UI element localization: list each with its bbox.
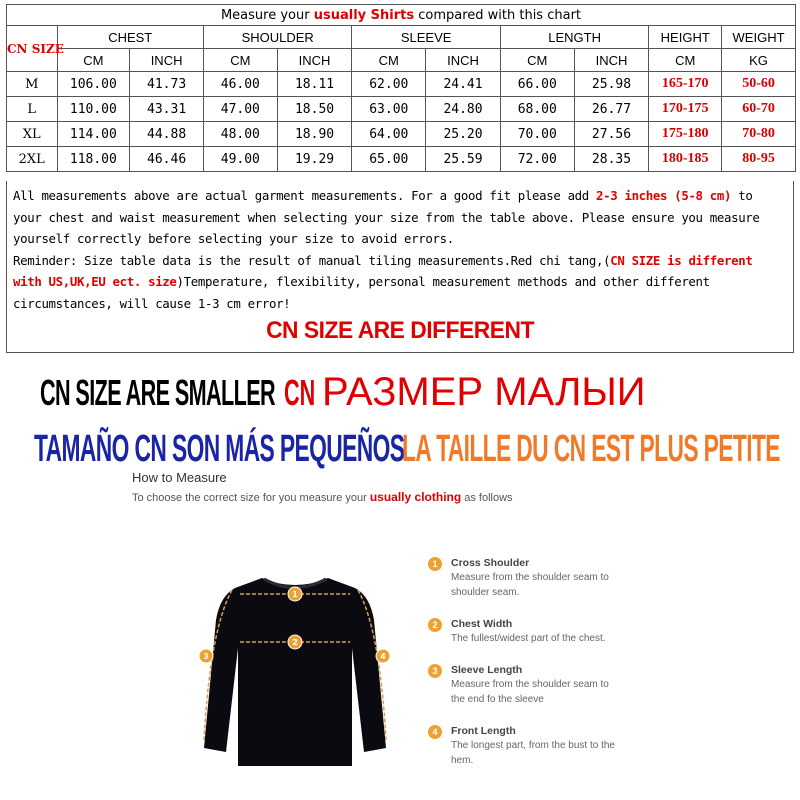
step-title: Sleeve Length [451, 664, 523, 676]
value-cell: 65.00 [352, 147, 426, 172]
size-cell: L [7, 97, 58, 122]
badge-label: 3 [203, 652, 209, 661]
height-cell: 170-175 [649, 97, 722, 122]
value-cell: 18.90 [277, 122, 352, 147]
step-front-length [428, 724, 648, 768]
value-cell: 70.00 [500, 122, 574, 147]
value-cell: 26.77 [574, 97, 649, 122]
height-header: HEIGHT [649, 26, 722, 49]
weight-cell: 80-95 [722, 147, 796, 172]
weight-cell: 50-60 [722, 72, 796, 97]
size-chart-table [6, 4, 796, 172]
unit-cell: INCH [574, 49, 649, 72]
number-badge-icon: 2 [428, 618, 442, 632]
value-cell: 63.00 [352, 97, 426, 122]
value-cell: 72.00 [500, 147, 574, 172]
unit-cell: CM [352, 49, 426, 72]
unit-cell: INCH [277, 49, 352, 72]
unit-cell: CM [500, 49, 574, 72]
step-description: The fullest/widest part of the chest. [451, 633, 606, 644]
value-cell: 28.35 [574, 147, 649, 172]
table-row [7, 72, 796, 97]
value-cell: 68.00 [500, 97, 574, 122]
value-cell: 46.46 [130, 147, 204, 172]
slogan-russian: РАЗМЕР МАЛЫИ [322, 370, 646, 414]
weight-header: WEIGHT [722, 26, 796, 49]
step-description: The longest part, from the bust to the hem. [451, 740, 615, 766]
unit-cell: KG [722, 49, 796, 72]
height-cell: 180-185 [649, 147, 722, 172]
value-cell: 41.73 [130, 72, 204, 97]
value-cell: 43.31 [130, 97, 204, 122]
value-cell: 66.00 [500, 72, 574, 97]
value-cell: 27.56 [574, 122, 649, 147]
height-cell: 175-180 [649, 122, 722, 147]
value-cell: 62.00 [352, 72, 426, 97]
value-cell: 114.00 [57, 122, 130, 147]
slogan-cn-prefix: CN [284, 372, 316, 413]
number-badge-icon: 3 [428, 664, 442, 678]
badge-label: 2 [292, 638, 298, 647]
cn-size-header: CN SIZE [7, 26, 58, 72]
table-caption: Measure your usually Shirts compared with this chart [7, 5, 796, 26]
slogan-english: CN SIZE ARE SMALLER [40, 372, 276, 413]
shoulder-header: SHOULDER [203, 26, 351, 49]
number-badge-icon: 1 [428, 557, 442, 571]
badge-label: 4 [380, 652, 386, 661]
notes-paragraph-2: Reminder: Size table data is the result of manual tiling measurements.Red chi tang,(CN SIZE is different with US,UK,EU ect. size)Temperature, flexibility, personal measurement methods and other different circumstances, will cause 1-3 cm error! [13, 252, 753, 311]
step-description: Measure from the shoulder seam to shoulder seam. [451, 572, 609, 598]
value-cell: 24.80 [426, 97, 501, 122]
value-cell: 19.29 [277, 147, 352, 172]
value-cell: 47.00 [203, 97, 277, 122]
size-cell: M [7, 72, 58, 97]
length-header: LENGTH [500, 26, 648, 49]
height-cell: 165-170 [649, 72, 722, 97]
value-cell: 25.59 [426, 147, 501, 172]
table-row [7, 147, 796, 172]
value-cell: 25.98 [574, 72, 649, 97]
weight-cell: 70-80 [722, 122, 796, 147]
value-cell: 46.00 [203, 72, 277, 97]
value-cell: 24.41 [426, 72, 501, 97]
slogan-spanish: TAMAÑO CN SON MÁS PEQUEÑOS [34, 428, 405, 470]
step-title: Front Length [451, 725, 516, 737]
measurement-notes [6, 181, 794, 353]
cn-size-banner: CN SIZE ARE DIFFERENT [266, 317, 534, 344]
badge-label: 1 [292, 590, 298, 599]
step-cross-shoulder [428, 556, 648, 600]
value-cell: 110.00 [57, 97, 130, 122]
slogan-french: LA TAILLE DU CN EST PLUS PETITE [402, 428, 780, 470]
table-row [7, 97, 796, 122]
value-cell: 44.88 [130, 122, 204, 147]
size-cell: 2XL [7, 147, 58, 172]
table-row [7, 122, 796, 147]
sleeve-header: SLEEVE [352, 26, 500, 49]
unit-cell: INCH [426, 49, 501, 72]
shirt-body [204, 578, 386, 766]
value-cell: 49.00 [203, 147, 277, 172]
step-sleeve-length [428, 663, 648, 707]
value-cell: 106.00 [57, 72, 130, 97]
long-sleeve-shirt-icon [180, 570, 410, 770]
step-chest-width [428, 617, 648, 646]
notes-paragraph-1: All measurements above are actual garment measurements. For a good fit please add 2-3 inches (5-8 cm) to your chest and waist measurement when selecting your size from the table above. Please ensure you measure yourself correctly before selecting your size to avoid errors. [13, 188, 760, 246]
unit-cell: INCH [130, 49, 204, 72]
unit-cell: CM [57, 49, 130, 72]
weight-cell: 60-70 [722, 97, 796, 122]
value-cell: 18.50 [277, 97, 352, 122]
how-to-measure-title: How to Measure [132, 470, 227, 485]
unit-cell: CM [649, 49, 722, 72]
value-cell: 64.00 [352, 122, 426, 147]
unit-cell: CM [203, 49, 277, 72]
how-to-measure-subtitle: To choose the correct size for you measure your usually clothing as follows [132, 490, 513, 504]
number-badge-icon: 4 [428, 725, 442, 739]
value-cell: 48.00 [203, 122, 277, 147]
step-title: Chest Width [451, 618, 513, 630]
size-cell: XL [7, 122, 58, 147]
step-title: Cross Shoulder [451, 557, 530, 569]
chest-header: CHEST [57, 26, 203, 49]
value-cell: 118.00 [57, 147, 130, 172]
step-description: Measure from the shoulder seam to the end fo the sleeve [451, 679, 609, 705]
value-cell: 25.20 [426, 122, 501, 147]
value-cell: 18.11 [277, 72, 352, 97]
